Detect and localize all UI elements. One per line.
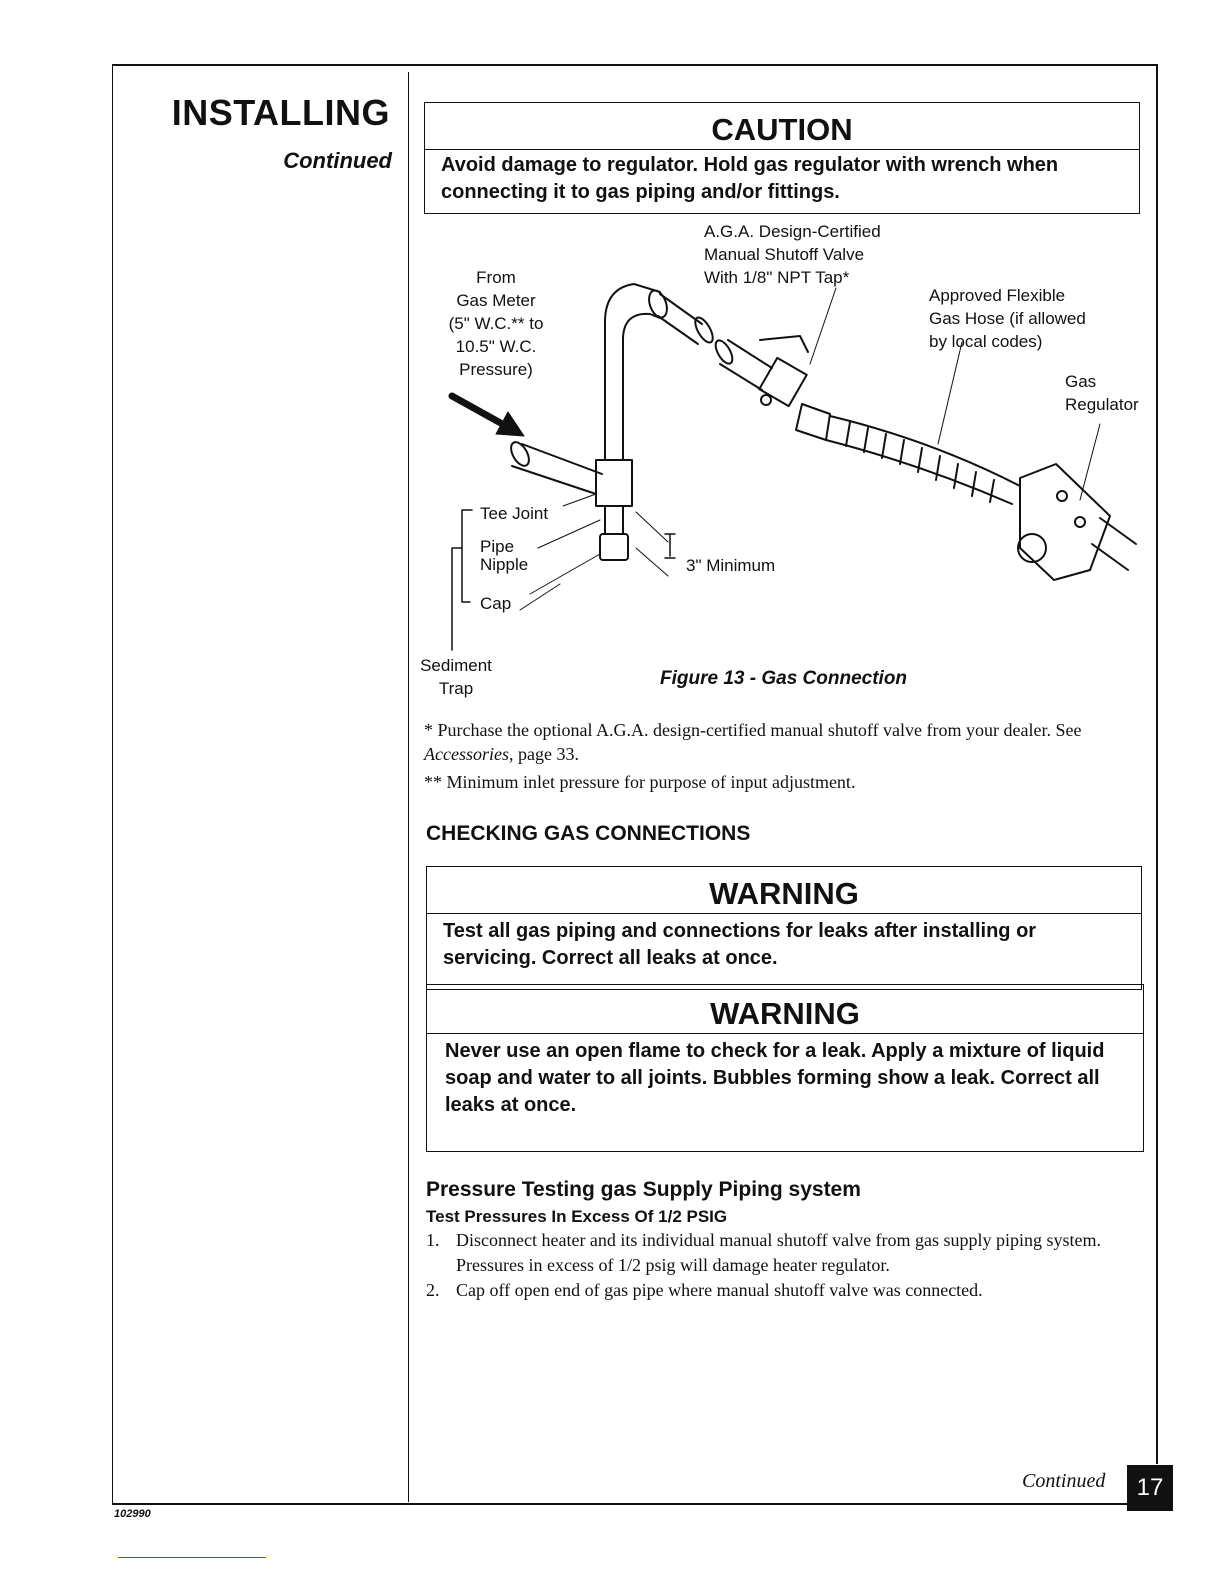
list-item: [426, 1228, 1126, 1278]
step-number: 1.: [426, 1230, 440, 1250]
label-pipe-nipple-line: Pipe: [480, 537, 515, 556]
label-from-gas-meter-line: (5" W.C.** to: [448, 314, 544, 333]
page-frame-left: [112, 64, 113, 1504]
label-3in-minimum: 3" Minimum: [686, 556, 776, 575]
label-gas-regulator-line: Regulator: [1065, 395, 1139, 414]
warning-box-1: [426, 866, 1142, 990]
warning-1-text: Test all gas piping and connections for leaks after installing or servicing. Correct all leaks at once.: [443, 920, 1037, 969]
label-from-gas-meter: [446, 266, 546, 381]
footnote-1-accessories: Accessories: [424, 744, 509, 764]
warning-2-text: Never use an open flame to check for a leak. Apply a mixture of liquid soap and water to all joints. Bubbles forming show a leak. Correct all leaks at once.: [445, 1040, 1105, 1116]
step-text: Disconnect heater and its individual manual shutoff valve from gas supply piping system. Pressures in excess of 1/2 psig will damage heater regulator.: [456, 1230, 1102, 1275]
section-title: INSTALLING: [171, 92, 390, 133]
footnote-1-text-b: , page 33.: [508, 744, 579, 764]
page-frame-top: [112, 64, 1158, 66]
footnote-2: ** Minimum inlet pressure for purpose of input adjustment.: [424, 772, 856, 792]
caution-box: [424, 102, 1140, 214]
label-sediment-trap-line: Trap: [438, 679, 474, 698]
label-flexible-hose: [929, 284, 1086, 353]
caution-title: CAUTION: [711, 112, 853, 147]
footnote-1-text-a: * Purchase the optional A.G.A. design-certified manual shutoff valve from your dealer. See: [424, 720, 1082, 740]
warning-2-title: WARNING: [710, 996, 860, 1031]
label-gas-regulator-line: Gas: [1065, 372, 1097, 391]
warning-1-title: WARNING: [709, 876, 859, 911]
label-sediment-trap: [414, 654, 498, 700]
label-gas-regulator: [1065, 370, 1139, 416]
scan-mark-line: [118, 1557, 266, 1558]
footnote-1: [424, 718, 1140, 766]
warning-box-2: [426, 984, 1144, 1152]
checking-gas-connections-heading: CHECKING GAS CONNECTIONS: [426, 822, 751, 845]
label-from-gas-meter-line: Pressure): [459, 360, 533, 379]
label-shutoff-valve-line: With 1/8" NPT Tap*: [704, 268, 850, 287]
pressure-testing-heading: Pressure Testing gas Supply Piping system: [426, 1178, 861, 1201]
gas-connection-figure: [410, 218, 1156, 708]
step-number: 2.: [426, 1280, 440, 1300]
list-item: [426, 1278, 1126, 1303]
pressure-testing-subheading: Test Pressures In Excess Of 1/2 PSIG: [426, 1207, 728, 1226]
label-pipe-nipple: [480, 538, 528, 574]
page-frame-right: [1156, 64, 1158, 1464]
footer-continued: Continued: [1022, 1470, 1106, 1492]
page-number: 17: [1127, 1465, 1173, 1511]
column-divider: [408, 72, 409, 1502]
step-text: Cap off open end of gas pipe where manual shutoff valve was connected.: [456, 1280, 983, 1300]
label-shutoff-valve-line: A.G.A. Design-Certified: [704, 222, 881, 241]
label-shutoff-valve: [704, 220, 881, 289]
caution-text: Avoid damage to regulator. Hold gas regulator with wrench when connecting it to gas piping and/or fittings.: [441, 154, 1059, 203]
label-flexible-hose-line: Gas Hose (if allowed: [929, 309, 1086, 328]
label-sediment-trap-line: Sediment: [420, 656, 492, 675]
label-pipe-nipple-line: Nipple: [480, 555, 529, 574]
document-id: 102990: [114, 1508, 151, 1520]
label-from-gas-meter-line: From: [476, 268, 516, 287]
section-subtitle: Continued: [283, 148, 392, 173]
page-frame-bottom: [112, 1503, 1128, 1505]
figure-caption: Figure 13 - Gas Connection: [660, 668, 908, 689]
label-flexible-hose-line: by local codes): [929, 332, 1043, 351]
label-tee-joint: Tee Joint: [480, 504, 549, 523]
pressure-testing-steps: [426, 1228, 1126, 1303]
label-cap: Cap: [480, 594, 512, 613]
label-shutoff-valve-line: Manual Shutoff Valve: [704, 245, 865, 264]
label-from-gas-meter-line: 10.5" W.C.: [455, 337, 537, 356]
label-from-gas-meter-line: Gas Meter: [456, 291, 536, 310]
label-flexible-hose-line: Approved Flexible: [929, 286, 1066, 305]
